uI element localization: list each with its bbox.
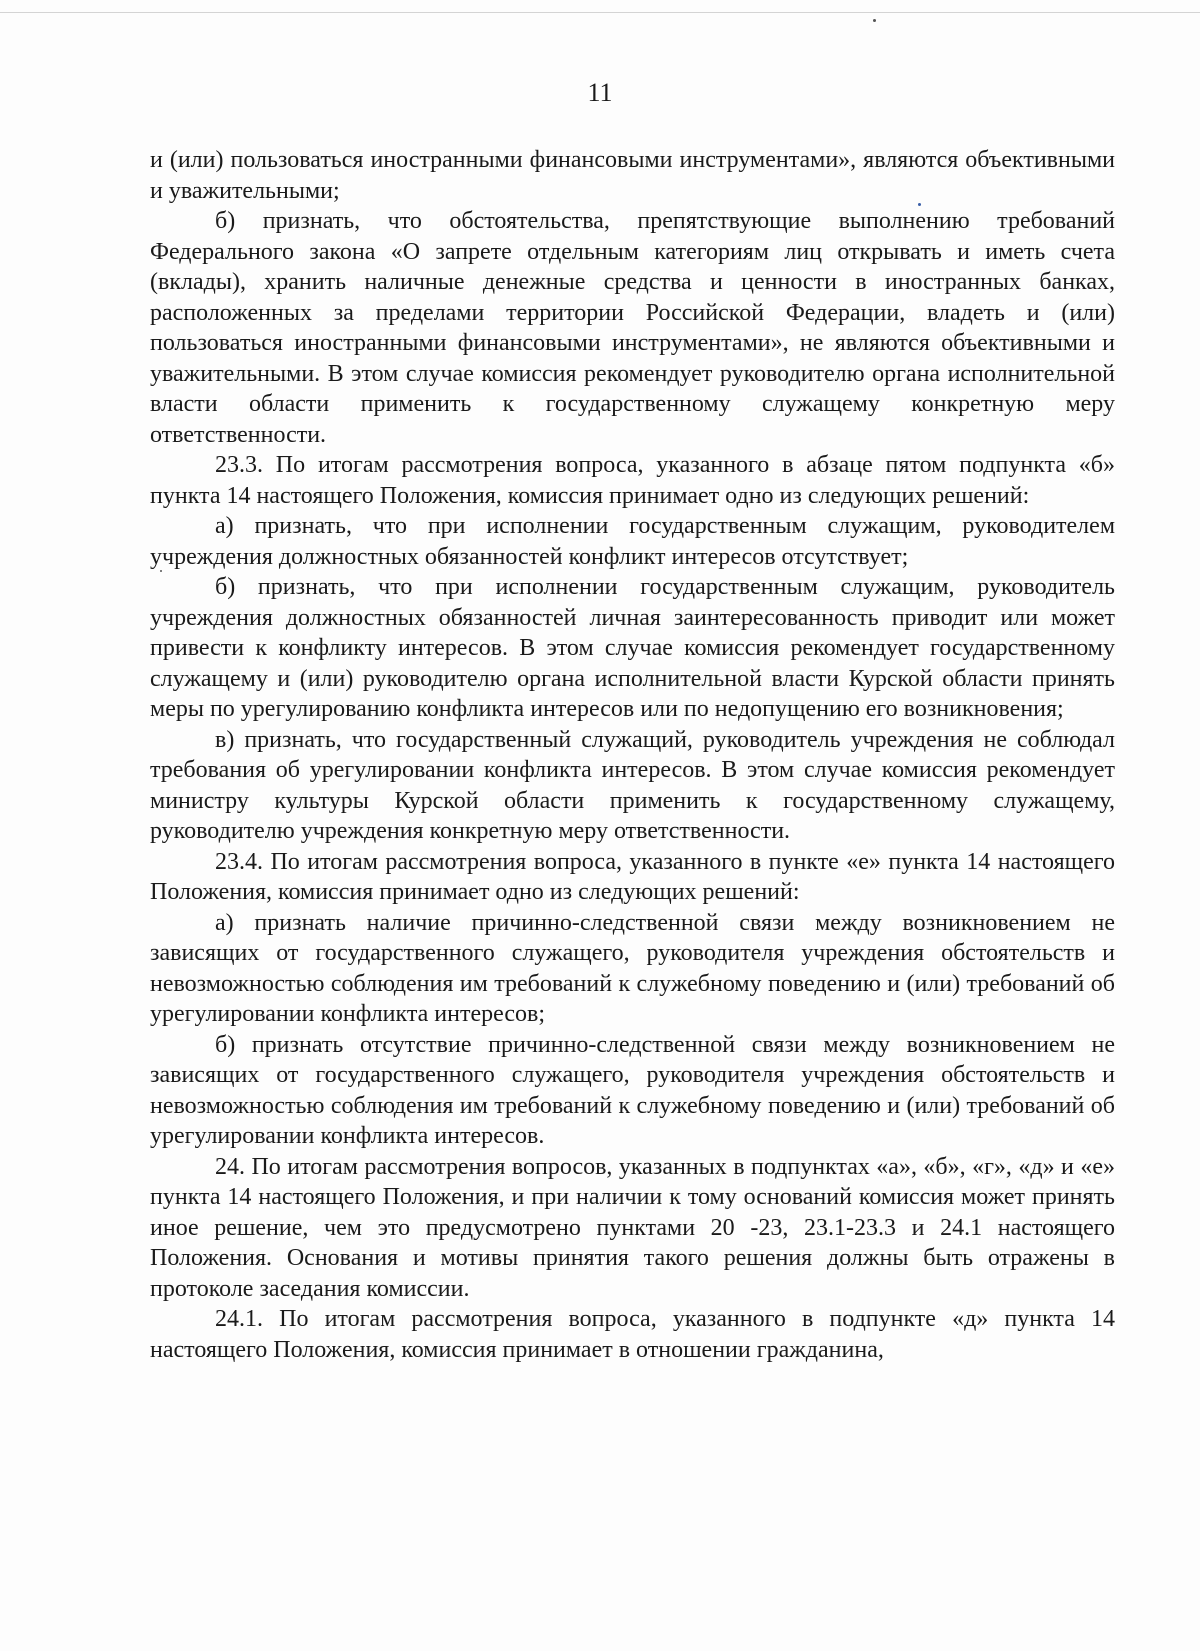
- paragraph: б) признать, что при исполнении государственным служащим, руководитель учреждения должностных обязанностей личная заинтересованность приводит или может привести к конфликту интересов. В этом случае комиссия рекомендует государственному служащему и (или) руководителю органа исполнительной власти Курской области принять меры по урегулированию конфликта интересов или по недопущению его возникновения;: [150, 574, 1115, 722]
- paragraph: 24.1. По итогам рассмотрения вопроса, указанного в подпункте «д» пункта 14 настоящего Положения, комиссия принимает в отношении гражданина,: [150, 1306, 1115, 1363]
- paragraph: б) признать, что обстоятельства, препятствующие выполнению требований Федерального закона «О запрете отдельным категориям лиц открывать и иметь счета (вклады), хранить наличные денежные средства и ценности в иностранных банках, расположенных за пределами территории Российской Федерации, владеть и (или) пользоваться иностранными финансовыми инструментами», не являются объективными и уважительными. В этом случае комиссия рекомендует руководителю органа исполнительной власти области применить к государственному служащему конкретную меру ответственности.: [150, 208, 1115, 448]
- scan-speck: [873, 19, 876, 22]
- paragraph: 23.3. По итогам рассмотрения вопроса, указанного в абзаце пятом подпункта «б» пункта 14 настоящего Положения, комиссия принимает одно из следующих решений:: [150, 452, 1115, 509]
- paragraph: 24. По итогам рассмотрения вопросов, указанных в подпунктах «а», «б», «г», «д» и «е» пункта 14 настоящего Положения, и при наличии к тому оснований комиссия может принять иное решение, чем это предусмотрено пунктами 20 -23, 23.1-23.3 и 24.1 настоящего Положения. Основания и мотивы принятия такого решения должны быть отражены в протоколе заседания комиссии.: [150, 1153, 1115, 1302]
- paragraph: в) признать, что государственный служащий, руководитель учреждения не соблюдал требования об урегулировании конфликта интересов. В этом случае комиссия рекомендует министру культуры Курской области применить к государственному служащему, руководителю учреждения конкретную меру ответственности.: [150, 726, 1115, 844]
- paragraph: 23.4. По итогам рассмотрения вопроса, указанного в пункте «е» пункта 14 настоящего Положения, комиссия принимает одно из следующих решений:: [150, 848, 1115, 905]
- scan-edge-line: [0, 12, 1200, 13]
- paragraph: б) признать отсутствие причинно-следственной связи между возникновением не зависящих от государственного служащего, руководителя учреждения обстоятельств и невозможностью соблюдения им требований к служебному поведению и (или) требований об урегулировании конфликта интересов.: [150, 1031, 1115, 1149]
- document-body: [150, 145, 1115, 1365]
- paragraph: и (или) пользоваться иностранными финансовыми инструментами», являются объективными и уважительными;: [150, 147, 1115, 204]
- page-number: 11: [587, 78, 613, 107]
- paragraph: а) признать, что при исполнении государственным служащим, руководителем учреждения должностных обязанностей конфликт интересов отсутствует;: [150, 513, 1115, 570]
- paragraph: а) признать наличие причинно-следственной связи между возникновением не зависящих от государственного служащего, руководителя учреждения обстоятельств и невозможностью соблюдения им требований к служебному поведению и (или) требований об урегулировании конфликта интересов;: [150, 909, 1115, 1027]
